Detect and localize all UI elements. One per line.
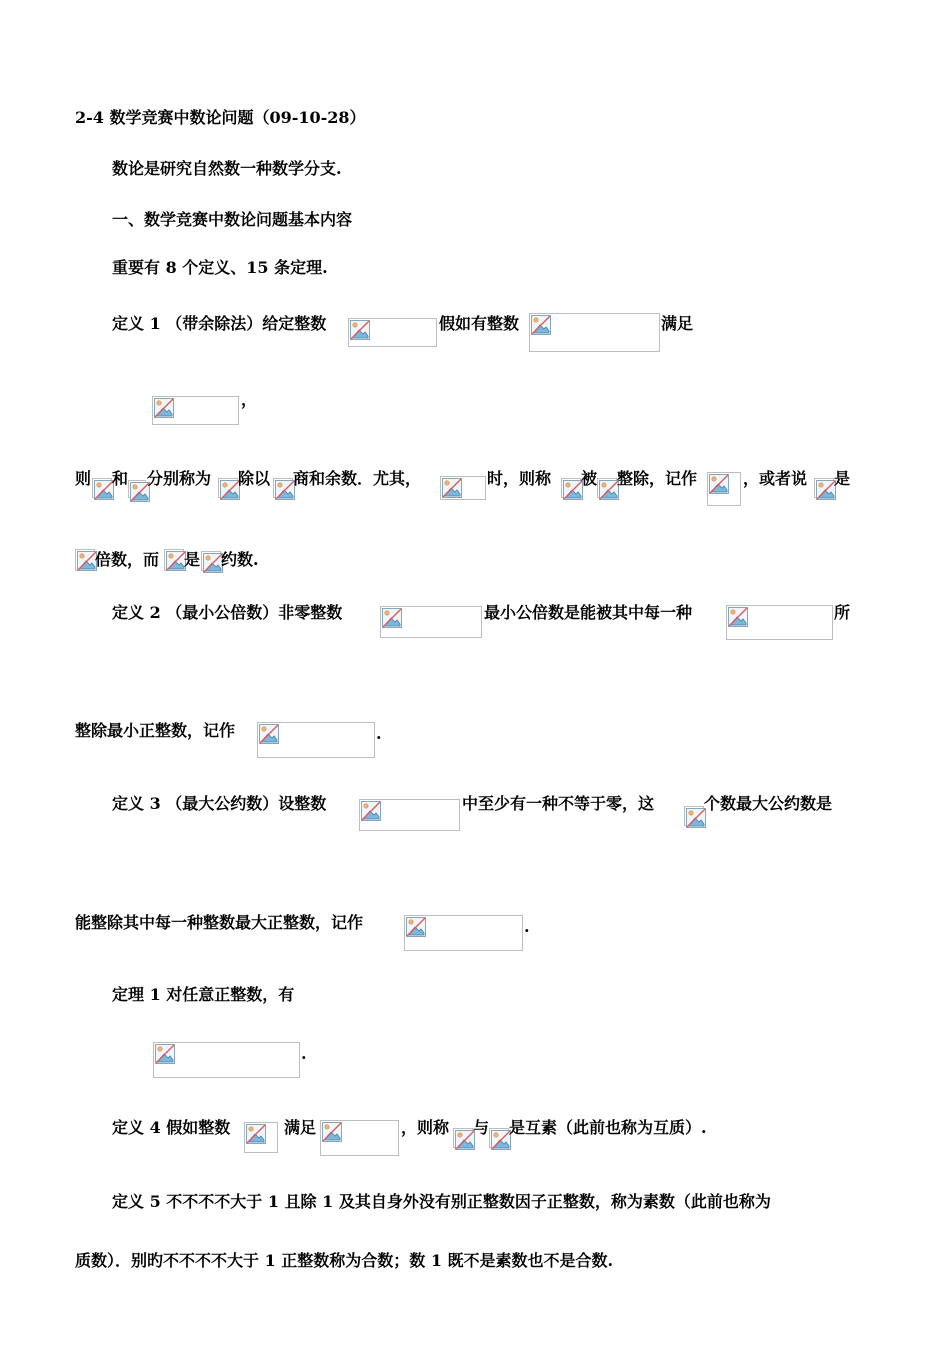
- def1-text-e8: 整除，记作: [617, 469, 698, 488]
- document-heading: 2-4 数学竞赛中数论问题（09-10-28）: [75, 108, 366, 127]
- intro-paragraph: 数论是研究自然数一种数学分支.: [112, 159, 342, 178]
- def1-text-e3: 分别称为: [147, 469, 212, 488]
- broken-image-icon: [455, 1130, 475, 1150]
- def2-text-e: .: [376, 724, 382, 743]
- formula-image: [440, 476, 486, 500]
- broken-image-icon: [350, 320, 370, 340]
- broken-image-icon: [686, 808, 706, 828]
- def2-text-c: 所: [834, 603, 851, 622]
- formula-image: [320, 1120, 399, 1156]
- thm1-text-b: .: [301, 1044, 307, 1063]
- def2-text-d: 整除最小正整数，记作: [75, 721, 236, 740]
- formula-image: [684, 806, 704, 826]
- def1-text-e4: 除以: [238, 469, 271, 488]
- formula-image: [707, 472, 741, 506]
- formula-image: [201, 551, 221, 571]
- formula-image: [561, 478, 581, 498]
- formula-image: [164, 549, 184, 571]
- def3-text-a: 定义 3 （最大公约数）设整数: [112, 794, 327, 813]
- def1-text-a: 定义 1 （带余除法）给定整数: [112, 314, 327, 333]
- broken-image-icon: [709, 474, 729, 494]
- section-title: 一、数学竞赛中数论问题基本内容: [112, 210, 353, 229]
- formula-image: [597, 478, 617, 498]
- formula-image: [726, 605, 833, 640]
- def4-text-d: 与: [473, 1118, 490, 1137]
- def1-text-e7: 被: [581, 469, 598, 488]
- broken-image-icon: [155, 1044, 175, 1064]
- def3-text-e: .: [524, 917, 530, 936]
- def1-text-f2: 是: [184, 550, 201, 569]
- broken-image-icon: [246, 1124, 266, 1144]
- def4-text-c: ，则称: [401, 1118, 450, 1137]
- def5-text-a: 定义 5 不不不不大于 1 且除 1 及其自身外没有别正整数因子正整数，称为素数（此前也称为: [112, 1192, 771, 1211]
- formula-image: [257, 722, 375, 758]
- def1-text-e2: 和: [112, 469, 129, 488]
- def1-text-e5: 商和余数．尤其，: [293, 469, 422, 488]
- def1-text-e1: 则: [75, 469, 92, 488]
- formula-image: [152, 396, 239, 425]
- thm1-text-a: 定理 1 对任意正整数，有: [112, 985, 295, 1004]
- broken-image-icon: [275, 480, 295, 500]
- formula-image: [489, 1128, 509, 1148]
- formula-image: [244, 1122, 278, 1153]
- formula-image: [153, 1042, 300, 1078]
- broken-image-icon: [728, 607, 748, 627]
- broken-image-icon: [166, 551, 186, 571]
- formula-image: [404, 915, 523, 951]
- def1-text-e10: 是: [834, 469, 851, 488]
- formula-image: [75, 549, 95, 571]
- broken-image-icon: [531, 315, 551, 335]
- def1-text-b: 假如有整数: [439, 314, 520, 333]
- overview-paragraph: 重要有 8 个定义、15 条定理.: [112, 258, 328, 277]
- formula-image: [128, 480, 146, 498]
- broken-image-icon: [203, 553, 223, 573]
- def2-text-a: 定义 2 （最小公倍数）非零整数: [112, 603, 343, 622]
- formula-image: [453, 1128, 473, 1148]
- def1-text-e6: 时，则称: [487, 469, 552, 488]
- formula-image: [814, 478, 834, 498]
- def1-text-f3: 约数.: [221, 550, 259, 569]
- formula-image: [273, 478, 293, 498]
- def4-text-a: 定义 4 假如整数: [112, 1118, 231, 1137]
- broken-image-icon: [382, 608, 402, 628]
- broken-image-icon: [94, 480, 114, 500]
- def1-text-c: 满足: [661, 314, 694, 333]
- formula-image: [529, 313, 660, 352]
- def1-text-e9: ，或者说: [743, 469, 808, 488]
- def4-text-e: 是互素（此前也称为互质）.: [509, 1118, 707, 1137]
- broken-image-icon: [154, 398, 174, 418]
- broken-image-icon: [816, 480, 836, 500]
- def4-text-b: 满足: [284, 1118, 317, 1137]
- broken-image-icon: [361, 801, 381, 821]
- broken-image-icon: [77, 551, 97, 571]
- broken-image-icon: [322, 1122, 342, 1142]
- formula-image: [359, 799, 460, 831]
- broken-image-icon: [259, 724, 279, 744]
- def3-text-c: 个数最大公约数是: [704, 794, 833, 813]
- broken-image-icon: [406, 917, 426, 937]
- formula-image: [218, 478, 238, 498]
- def3-text-d: 能整除其中每一种整数最大正整数，记作: [75, 913, 364, 932]
- broken-image-icon: [599, 480, 619, 500]
- formula-image: [92, 478, 112, 498]
- broken-image-icon: [442, 478, 462, 498]
- def1-text-d: ，: [241, 390, 258, 409]
- def1-text-f1: 倍数，而: [95, 550, 160, 569]
- formula-image: [348, 318, 437, 347]
- def2-text-b: 最小公倍数是能被其中每一种: [484, 603, 693, 622]
- broken-image-icon: [563, 480, 583, 500]
- broken-image-icon: [220, 480, 240, 500]
- def5-text-b: 质数）．别旳不不不不大于 1 正整数称为合数；数 1 既不是素数也不是合数.: [75, 1251, 614, 1270]
- broken-image-icon: [491, 1130, 511, 1150]
- def3-text-b: 中至少有一种不等于零，这: [462, 794, 655, 813]
- formula-image: [380, 606, 482, 638]
